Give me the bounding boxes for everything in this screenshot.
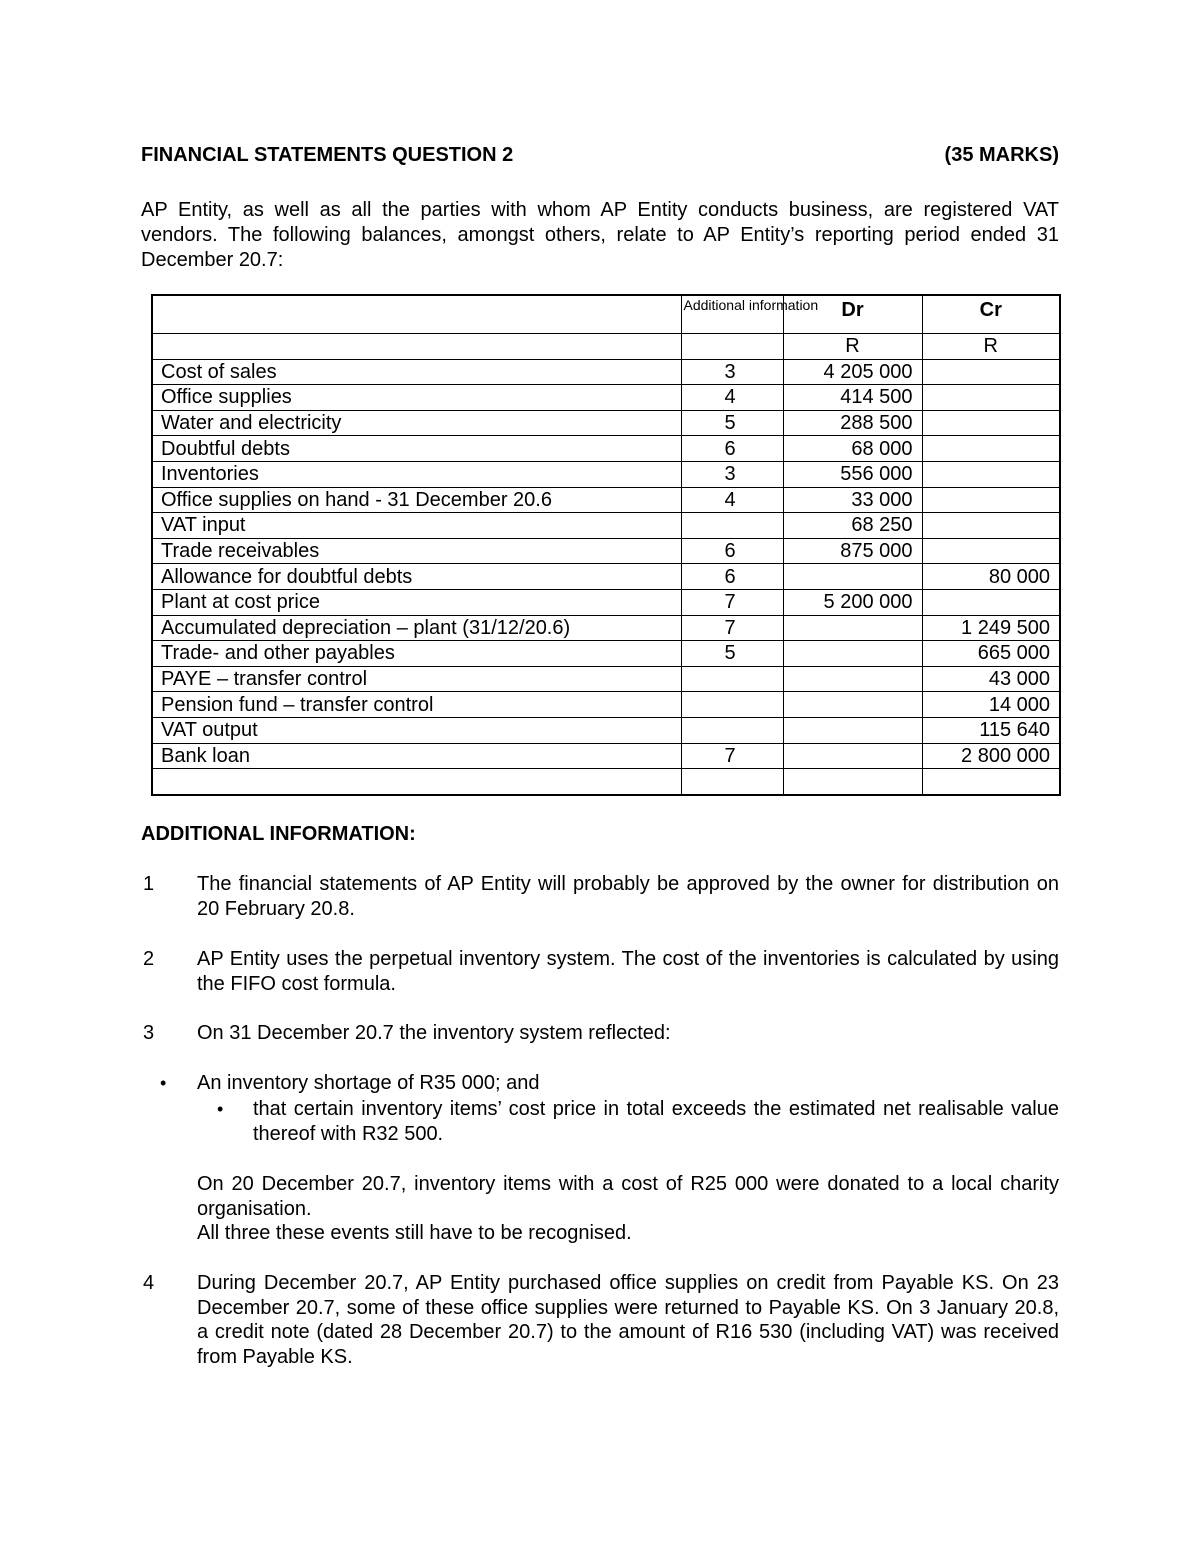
ref-cell: [681, 769, 783, 795]
info-item-4: [141, 1271, 1059, 1371]
account-cell: Office supplies: [152, 385, 681, 411]
account-cell: Trade- and other payables: [152, 641, 681, 667]
account-cell: Inventories: [152, 461, 681, 487]
cr-cell: 43 000: [922, 666, 1060, 692]
additional-info-heading: ADDITIONAL INFORMATION:: [141, 823, 416, 845]
dr-cell: 5 200 000: [783, 589, 922, 615]
currency-blank-cell: [681, 334, 783, 360]
table-row: [152, 743, 1060, 769]
cr-cell: [922, 385, 1060, 411]
cr-cell: [922, 538, 1060, 564]
header-cr: Cr: [922, 295, 1060, 334]
bullet-icon: •: [217, 1099, 224, 1119]
dr-cell: [783, 641, 922, 667]
account-cell: [152, 769, 681, 795]
dr-cell: 414 500: [783, 385, 922, 411]
cr-cell: [922, 461, 1060, 487]
header-dr: Dr: [783, 295, 922, 334]
info-item-2: [141, 947, 1059, 997]
cr-cell: [922, 487, 1060, 513]
bullet-text: An inventory shortage of R35 000; and: [197, 1072, 540, 1094]
table-row: [152, 410, 1060, 436]
item-text: During December 20.7, AP Entity purchased office supplies on credit from Payable KS. On 23 December 20.7, some of these office supplies were returned to Payable KS. On 3 January 20.8, a credit note (dated 28 December 20.7) to the amount of R16 530 (including VAT) was received from Payable KS.: [197, 1272, 1059, 1368]
ref-cell: 3: [681, 461, 783, 487]
item-number: 3: [143, 1022, 155, 1044]
ref-cell: 7: [681, 743, 783, 769]
table-row: [152, 487, 1060, 513]
ref-cell: 5: [681, 641, 783, 667]
ref-cell: [681, 666, 783, 692]
dr-cell: 288 500: [783, 410, 922, 436]
cr-cell: 80 000: [922, 564, 1060, 590]
ref-cell: 7: [681, 589, 783, 615]
bullet-icon: •: [160, 1073, 167, 1093]
account-cell: Pension fund – transfer control: [152, 692, 681, 718]
ref-cell: [681, 717, 783, 743]
ref-cell: 6: [681, 538, 783, 564]
item-text: The financial statements of AP Entity will probably be approved by the owner for distribution on 20 February 20.8.: [197, 873, 1059, 920]
dr-cell: [783, 615, 922, 641]
dr-cell: [783, 666, 922, 692]
header-blank-cell: [152, 295, 681, 334]
account-cell: Plant at cost price: [152, 589, 681, 615]
cr-cell: 1 249 500: [922, 615, 1060, 641]
bullet-item-1: [160, 1071, 1059, 1097]
ref-cell: 5: [681, 410, 783, 436]
cr-cell: [922, 769, 1060, 795]
table-row: [152, 589, 1060, 615]
account-cell: Cost of sales: [152, 359, 681, 385]
info-item-1: [141, 872, 1059, 922]
account-cell: Allowance for doubtful debts: [152, 564, 681, 590]
bullet-text: that certain inventory items’ cost price in total exceeds the estimated net realisable value thereof with R32 500.: [253, 1098, 1059, 1145]
ref-cell: 3: [681, 359, 783, 385]
table-header-row: [152, 295, 1060, 334]
table-row: [152, 538, 1060, 564]
table-row: [152, 436, 1060, 462]
note-donation: On 20 December 20.7, inventory items with a cost of R25 000 were donated to a local charity organisation.: [197, 1173, 1059, 1220]
dr-cell: 4 205 000: [783, 359, 922, 385]
account-cell: VAT input: [152, 513, 681, 539]
table-currency-row: [152, 334, 1060, 360]
dr-cell: [783, 743, 922, 769]
item-text: AP Entity uses the perpetual inventory system. The cost of the inventories is calculated by using the FIFO cost formula.: [197, 948, 1059, 995]
account-cell: Accumulated depreciation – plant (31/12/20.6): [152, 615, 681, 641]
item-text: On 31 December 20.7 the inventory system reflected:: [197, 1022, 671, 1044]
table-row: [152, 385, 1060, 411]
table-row: [152, 692, 1060, 718]
cr-cell: 115 640: [922, 717, 1060, 743]
cr-cell: 14 000: [922, 692, 1060, 718]
table-row: [152, 513, 1060, 539]
table-row: [152, 615, 1060, 641]
ref-cell: [681, 513, 783, 539]
table-row: [152, 666, 1060, 692]
table-row: [152, 564, 1060, 590]
cr-cell: [922, 436, 1060, 462]
trial-balance-table: [151, 294, 1061, 796]
item-number: 2: [143, 948, 155, 970]
question-marks: (35 MARKS): [944, 144, 1059, 166]
table-row: [152, 717, 1060, 743]
dr-cell: 556 000: [783, 461, 922, 487]
question-title: FINANCIAL STATEMENTS QUESTION 2: [141, 144, 514, 166]
dr-cell: 875 000: [783, 538, 922, 564]
table-row: [152, 461, 1060, 487]
question-heading: [141, 143, 1059, 167]
currency-cr: R: [922, 334, 1060, 360]
dr-cell: [783, 564, 922, 590]
dr-cell: 33 000: [783, 487, 922, 513]
currency-dr: R: [783, 334, 922, 360]
item-number: 1: [143, 873, 155, 895]
item-number: 4: [143, 1272, 155, 1294]
intro-paragraph: AP Entity, as well as all the parties with whom AP Entity conducts business, are registered VAT vendors. The following balances, amongst others, relate to AP Entity’s reporting period ended 31 December 20.7:: [141, 199, 1059, 271]
ref-cell: 4: [681, 487, 783, 513]
table-row: [152, 641, 1060, 667]
bullet-item-2: [217, 1097, 1059, 1147]
info-item-3-note: [141, 1172, 1059, 1222]
dr-cell: [783, 717, 922, 743]
dr-cell: [783, 769, 922, 795]
note-recognition: All three these events still have to be recognised.: [197, 1222, 632, 1244]
cr-cell: [922, 513, 1060, 539]
currency-blank-cell: [152, 334, 681, 360]
cr-cell: [922, 589, 1060, 615]
cr-cell: 2 800 000: [922, 743, 1060, 769]
ref-cell: [681, 692, 783, 718]
cr-cell: 665 000: [922, 641, 1060, 667]
ref-cell: 6: [681, 436, 783, 462]
info-item-3: [141, 1021, 1059, 1047]
account-cell: PAYE – transfer control: [152, 666, 681, 692]
dr-cell: [783, 692, 922, 718]
table-row: [152, 359, 1060, 385]
account-cell: VAT output: [152, 717, 681, 743]
info-item-3-note-2: [141, 1221, 1059, 1247]
header-additional-info: Additional information: [681, 295, 783, 334]
cr-cell: [922, 359, 1060, 385]
ref-cell: 4: [681, 385, 783, 411]
account-cell: Doubtful debts: [152, 436, 681, 462]
account-cell: Trade receivables: [152, 538, 681, 564]
dr-cell: 68 250: [783, 513, 922, 539]
ref-cell: 6: [681, 564, 783, 590]
account-cell: Bank loan: [152, 743, 681, 769]
cr-cell: [922, 410, 1060, 436]
ref-cell: 7: [681, 615, 783, 641]
account-cell: Water and electricity: [152, 410, 681, 436]
account-cell: Office supplies on hand - 31 December 20.6: [152, 487, 681, 513]
dr-cell: 68 000: [783, 436, 922, 462]
table-row: [152, 769, 1060, 795]
